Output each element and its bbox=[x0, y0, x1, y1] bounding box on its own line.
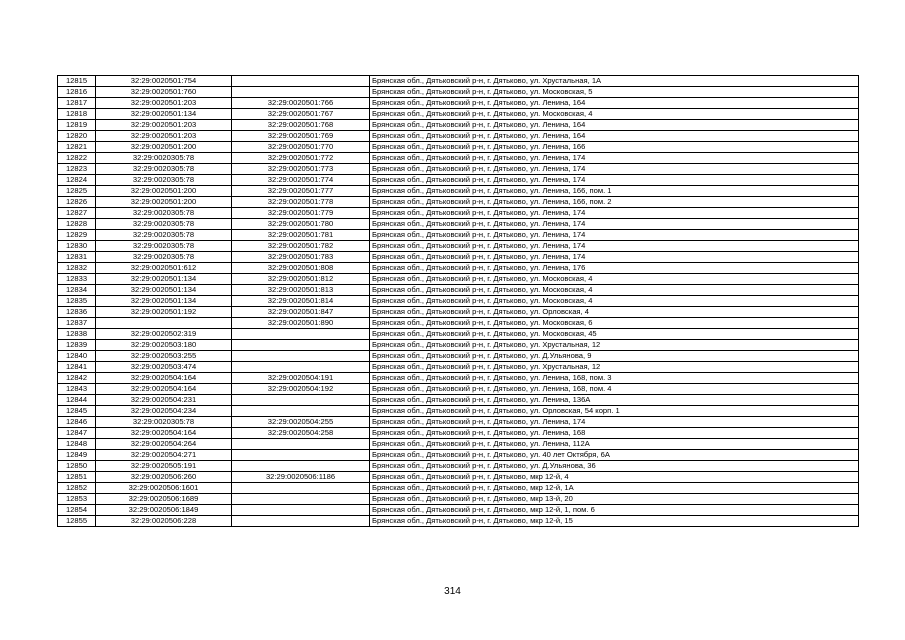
table-row bbox=[58, 131, 859, 142]
linked-cadastral-number-cell: 32:29:0020501:768 bbox=[232, 120, 370, 131]
table-row bbox=[58, 142, 859, 153]
row-number-cell: 12849 bbox=[58, 450, 96, 461]
table-row bbox=[58, 219, 859, 230]
cadastral-number-cell: 32:29:0020501:200 bbox=[96, 197, 232, 208]
row-number-cell: 12850 bbox=[58, 461, 96, 472]
address-cell: Брянская обл., Дятьковский р-н, г. Дятьково, ул. Хрустальная, 12 bbox=[370, 362, 859, 373]
linked-cadastral-number-cell: 32:29:0020501:812 bbox=[232, 274, 370, 285]
table-row bbox=[58, 450, 859, 461]
address-cell: Брянская обл., Дятьковский р-н, г. Дятьково, ул. Ленина, 174 bbox=[370, 219, 859, 230]
table-row bbox=[58, 186, 859, 197]
cadastral-number-cell: 32:29:0020305:78 bbox=[96, 153, 232, 164]
row-number-cell: 12838 bbox=[58, 329, 96, 340]
cadastral-number-cell: 32:29:0020504:264 bbox=[96, 439, 232, 450]
address-cell: Брянская обл., Дятьковский р-н, г. Дятьково, ул. 40 лет Октября, 6А bbox=[370, 450, 859, 461]
table-row bbox=[58, 505, 859, 516]
linked-cadastral-number-cell: 32:29:0020501:782 bbox=[232, 241, 370, 252]
row-number-cell: 12815 bbox=[58, 76, 96, 87]
cadastral-number-cell: 32:29:0020501:134 bbox=[96, 285, 232, 296]
row-number-cell: 12851 bbox=[58, 472, 96, 483]
table-row bbox=[58, 516, 859, 527]
cadastral-number-cell: 32:29:0020305:78 bbox=[96, 208, 232, 219]
linked-cadastral-number-cell: 32:29:0020501:774 bbox=[232, 175, 370, 186]
table-row bbox=[58, 285, 859, 296]
cadastral-number-cell: 32:29:0020305:78 bbox=[96, 164, 232, 175]
table-row bbox=[58, 494, 859, 505]
linked-cadastral-number-cell bbox=[232, 505, 370, 516]
row-number-cell: 12839 bbox=[58, 340, 96, 351]
row-number-cell: 12831 bbox=[58, 252, 96, 263]
row-number-cell: 12826 bbox=[58, 197, 96, 208]
table-row bbox=[58, 76, 859, 87]
cadastral-number-cell: 32:29:0020305:78 bbox=[96, 219, 232, 230]
row-number-cell: 12847 bbox=[58, 428, 96, 439]
row-number-cell: 12853 bbox=[58, 494, 96, 505]
address-cell: Брянская обл., Дятьковский р-н, г. Дятьково, ул. Ленина, 174 bbox=[370, 208, 859, 219]
table-row bbox=[58, 175, 859, 186]
linked-cadastral-number-cell bbox=[232, 340, 370, 351]
address-cell: Брянская обл., Дятьковский р-н, г. Дятьково, ул. Ленина, 164 bbox=[370, 131, 859, 142]
table-row bbox=[58, 428, 859, 439]
row-number-cell: 12825 bbox=[58, 186, 96, 197]
cadastral-number-cell: 32:29:0020501:200 bbox=[96, 186, 232, 197]
row-number-cell: 12846 bbox=[58, 417, 96, 428]
row-number-cell: 12833 bbox=[58, 274, 96, 285]
table-row bbox=[58, 197, 859, 208]
address-cell: Брянская обл., Дятьковский р-н, г. Дятьково, ул. Ленина, 166, пом. 1 bbox=[370, 186, 859, 197]
linked-cadastral-number-cell bbox=[232, 395, 370, 406]
address-cell: Брянская обл., Дятьковский р-н, г. Дятьково, мкр 12-й, 1, пом. 6 bbox=[370, 505, 859, 516]
table-row bbox=[58, 362, 859, 373]
table-row bbox=[58, 417, 859, 428]
cadastral-number-cell: 32:29:0020504:164 bbox=[96, 428, 232, 439]
table-row bbox=[58, 373, 859, 384]
cadastral-number-cell: 32:29:0020506:260 bbox=[96, 472, 232, 483]
cadastral-number-cell: 32:29:0020506:1849 bbox=[96, 505, 232, 516]
linked-cadastral-number-cell bbox=[232, 483, 370, 494]
address-cell: Брянская обл., Дятьковский р-н, г. Дятьково, мкр 12-й, 1А bbox=[370, 483, 859, 494]
linked-cadastral-number-cell: 32:29:0020501:890 bbox=[232, 318, 370, 329]
address-cell: Брянская обл., Дятьковский р-н, г. Дятьково, ул. Д.Ульянова, 36 bbox=[370, 461, 859, 472]
row-number-cell: 12836 bbox=[58, 307, 96, 318]
address-cell: Брянская обл., Дятьковский р-н, г. Дятьково, ул. Ленина, 174 bbox=[370, 230, 859, 241]
address-cell: Брянская обл., Дятьковский р-н, г. Дятьково, мкр 12-й, 4 bbox=[370, 472, 859, 483]
address-cell: Брянская обл., Дятьковский р-н, г. Дятьково, ул. Ленина, 164 bbox=[370, 98, 859, 109]
row-number-cell: 12843 bbox=[58, 384, 96, 395]
table-row bbox=[58, 461, 859, 472]
cadastral-number-cell: 32:29:0020505:191 bbox=[96, 461, 232, 472]
address-cell: Брянская обл., Дятьковский р-н, г. Дятьково, ул. Ленина, 112А bbox=[370, 439, 859, 450]
row-number-cell: 12817 bbox=[58, 98, 96, 109]
linked-cadastral-number-cell bbox=[232, 329, 370, 340]
row-number-cell: 12852 bbox=[58, 483, 96, 494]
table-row bbox=[58, 98, 859, 109]
address-cell: Брянская обл., Дятьковский р-н, г. Дятьково, ул. Хрустальная, 1А bbox=[370, 76, 859, 87]
address-cell: Брянская обл., Дятьковский р-н, г. Дятьково, ул. Д.Ульянова, 9 bbox=[370, 351, 859, 362]
linked-cadastral-number-cell: 32:29:0020501:847 bbox=[232, 307, 370, 318]
address-cell: Брянская обл., Дятьковский р-н, г. Дятьково, ул. Ленина, 174 bbox=[370, 175, 859, 186]
linked-cadastral-number-cell: 32:29:0020501:767 bbox=[232, 109, 370, 120]
linked-cadastral-number-cell bbox=[232, 362, 370, 373]
address-cell: Брянская обл., Дятьковский р-н, г. Дятьково, ул. Московская, 4 bbox=[370, 296, 859, 307]
cadastral-number-cell: 32:29:0020503:255 bbox=[96, 351, 232, 362]
table-row bbox=[58, 252, 859, 263]
table-row bbox=[58, 307, 859, 318]
cadastral-number-cell: 32:29:0020504:234 bbox=[96, 406, 232, 417]
linked-cadastral-number-cell: 32:29:0020501:770 bbox=[232, 142, 370, 153]
address-cell: Брянская обл., Дятьковский р-н, г. Дятьково, ул. Ленина, 176 bbox=[370, 263, 859, 274]
linked-cadastral-number-cell: 32:29:0020501:773 bbox=[232, 164, 370, 175]
table-row bbox=[58, 230, 859, 241]
linked-cadastral-number-cell: 32:29:0020504:258 bbox=[232, 428, 370, 439]
linked-cadastral-number-cell: 32:29:0020501:779 bbox=[232, 208, 370, 219]
address-cell: Брянская обл., Дятьковский р-н, г. Дятьково, ул. Ленина, 174 bbox=[370, 164, 859, 175]
linked-cadastral-number-cell: 32:29:0020501:772 bbox=[232, 153, 370, 164]
table-row bbox=[58, 406, 859, 417]
row-number-cell: 12818 bbox=[58, 109, 96, 120]
cadastral-number-cell: 32:29:0020501:754 bbox=[96, 76, 232, 87]
cadastral-number-cell: 32:29:0020501:612 bbox=[96, 263, 232, 274]
row-number-cell: 12837 bbox=[58, 318, 96, 329]
cadastral-number-cell: 32:29:0020506:228 bbox=[96, 516, 232, 527]
address-cell: Брянская обл., Дятьковский р-н, г. Дятьково, ул. Ленина, 164 bbox=[370, 120, 859, 131]
table-row bbox=[58, 296, 859, 307]
row-number-cell: 12841 bbox=[58, 362, 96, 373]
cadastral-number-cell: 32:29:0020501:192 bbox=[96, 307, 232, 318]
address-cell: Брянская обл., Дятьковский р-н, г. Дятьково, ул. Орловская, 4 bbox=[370, 307, 859, 318]
linked-cadastral-number-cell: 32:29:0020504:191 bbox=[232, 373, 370, 384]
cadastral-number-cell: 32:29:0020305:78 bbox=[96, 252, 232, 263]
row-number-cell: 12834 bbox=[58, 285, 96, 296]
cadastral-number-cell: 32:29:0020501:203 bbox=[96, 98, 232, 109]
address-cell: Брянская обл., Дятьковский р-н, г. Дятьково, ул. Ленина, 174 bbox=[370, 241, 859, 252]
linked-cadastral-number-cell bbox=[232, 516, 370, 527]
linked-cadastral-number-cell: 32:29:0020504:192 bbox=[232, 384, 370, 395]
table-row bbox=[58, 120, 859, 131]
cadastral-number-cell: 32:29:0020504:231 bbox=[96, 395, 232, 406]
address-cell: Брянская обл., Дятьковский р-н, г. Дятьково, ул. Ленина, 174 bbox=[370, 252, 859, 263]
address-cell: Брянская обл., Дятьковский р-н, г. Дятьково, ул. Ленина, 166 bbox=[370, 142, 859, 153]
cadastral-number-cell: 32:29:0020501:134 bbox=[96, 109, 232, 120]
table-row bbox=[58, 263, 859, 274]
cadastral-number-cell bbox=[96, 318, 232, 329]
address-cell: Брянская обл., Дятьковский р-н, г. Дятьково, ул. Московская, 4 bbox=[370, 285, 859, 296]
row-number-cell: 12816 bbox=[58, 87, 96, 98]
address-cell: Брянская обл., Дятьковский р-н, г. Дятьково, ул. Ленина, 174 bbox=[370, 153, 859, 164]
cadastral-number-cell: 32:29:0020501:760 bbox=[96, 87, 232, 98]
cadastral-number-cell: 32:29:0020305:78 bbox=[96, 241, 232, 252]
linked-cadastral-number-cell bbox=[232, 439, 370, 450]
row-number-cell: 12827 bbox=[58, 208, 96, 219]
table-row bbox=[58, 395, 859, 406]
linked-cadastral-number-cell bbox=[232, 406, 370, 417]
cadastral-number-cell: 32:29:0020503:180 bbox=[96, 340, 232, 351]
linked-cadastral-number-cell bbox=[232, 461, 370, 472]
cadastral-number-cell: 32:29:0020501:203 bbox=[96, 131, 232, 142]
registry-table-body bbox=[58, 76, 859, 527]
linked-cadastral-number-cell: 32:29:0020501:780 bbox=[232, 219, 370, 230]
address-cell: Брянская обл., Дятьковский р-н, г. Дятьково, ул. Московская, 4 bbox=[370, 274, 859, 285]
linked-cadastral-number-cell: 32:29:0020506:1186 bbox=[232, 472, 370, 483]
table-row bbox=[58, 329, 859, 340]
row-number-cell: 12854 bbox=[58, 505, 96, 516]
linked-cadastral-number-cell: 32:29:0020501:766 bbox=[232, 98, 370, 109]
row-number-cell: 12824 bbox=[58, 175, 96, 186]
row-number-cell: 12840 bbox=[58, 351, 96, 362]
table-row bbox=[58, 483, 859, 494]
cadastral-number-cell: 32:29:0020501:203 bbox=[96, 120, 232, 131]
table-row bbox=[58, 241, 859, 252]
linked-cadastral-number-cell: 32:29:0020501:769 bbox=[232, 131, 370, 142]
linked-cadastral-number-cell bbox=[232, 450, 370, 461]
address-cell: Брянская обл., Дятьковский р-н, г. Дятьково, ул. Ленина, 168 bbox=[370, 428, 859, 439]
linked-cadastral-number-cell bbox=[232, 87, 370, 98]
row-number-cell: 12822 bbox=[58, 153, 96, 164]
row-number-cell: 12829 bbox=[58, 230, 96, 241]
address-cell: Брянская обл., Дятьковский р-н, г. Дятьково, ул. Московская, 4 bbox=[370, 109, 859, 120]
address-cell: Брянская обл., Дятьковский р-н, г. Дятьково, ул. Ленина, 168, пом. 3 bbox=[370, 373, 859, 384]
cadastral-number-cell: 32:29:0020305:78 bbox=[96, 417, 232, 428]
address-cell: Брянская обл., Дятьковский р-н, г. Дятьково, ул. Орловская, 54 корп. 1 bbox=[370, 406, 859, 417]
linked-cadastral-number-cell bbox=[232, 494, 370, 505]
linked-cadastral-number-cell: 32:29:0020501:781 bbox=[232, 230, 370, 241]
table-row bbox=[58, 351, 859, 362]
row-number-cell: 12823 bbox=[58, 164, 96, 175]
row-number-cell: 12819 bbox=[58, 120, 96, 131]
table-row bbox=[58, 384, 859, 395]
address-cell: Брянская обл., Дятьковский р-н, г. Дятьково, ул. Хрустальная, 12 bbox=[370, 340, 859, 351]
linked-cadastral-number-cell bbox=[232, 351, 370, 362]
row-number-cell: 12832 bbox=[58, 263, 96, 274]
linked-cadastral-number-cell: 32:29:0020501:813 bbox=[232, 285, 370, 296]
table-row bbox=[58, 439, 859, 450]
linked-cadastral-number-cell: 32:29:0020501:814 bbox=[232, 296, 370, 307]
table-row bbox=[58, 109, 859, 120]
table-row bbox=[58, 318, 859, 329]
linked-cadastral-number-cell bbox=[232, 76, 370, 87]
cadastral-number-cell: 32:29:0020501:134 bbox=[96, 296, 232, 307]
row-number-cell: 12842 bbox=[58, 373, 96, 384]
cadastral-number-cell: 32:29:0020504:164 bbox=[96, 373, 232, 384]
cadastral-number-cell: 32:29:0020501:200 bbox=[96, 142, 232, 153]
table-row bbox=[58, 274, 859, 285]
table-row bbox=[58, 340, 859, 351]
cadastral-number-cell: 32:29:0020305:78 bbox=[96, 230, 232, 241]
cadastral-number-cell: 32:29:0020503:474 bbox=[96, 362, 232, 373]
linked-cadastral-number-cell: 32:29:0020501:783 bbox=[232, 252, 370, 263]
address-cell: Брянская обл., Дятьковский р-н, г. Дятьково, мкр 13-й, 20 bbox=[370, 494, 859, 505]
cadastral-number-cell: 32:29:0020506:1689 bbox=[96, 494, 232, 505]
linked-cadastral-number-cell: 32:29:0020501:808 bbox=[232, 263, 370, 274]
row-number-cell: 12828 bbox=[58, 219, 96, 230]
address-cell: Брянская обл., Дятьковский р-н, г. Дятьково, ул. Ленина, 166, пом. 2 bbox=[370, 197, 859, 208]
address-cell: Брянская обл., Дятьковский р-н, г. Дятьково, ул. Московская, 5 bbox=[370, 87, 859, 98]
row-number-cell: 12844 bbox=[58, 395, 96, 406]
cadastral-number-cell: 32:29:0020305:78 bbox=[96, 175, 232, 186]
linked-cadastral-number-cell: 32:29:0020501:778 bbox=[232, 197, 370, 208]
table-row bbox=[58, 153, 859, 164]
row-number-cell: 12848 bbox=[58, 439, 96, 450]
page-number: 314 bbox=[444, 586, 461, 597]
linked-cadastral-number-cell: 32:29:0020504:255 bbox=[232, 417, 370, 428]
table-row bbox=[58, 208, 859, 219]
row-number-cell: 12821 bbox=[58, 142, 96, 153]
row-number-cell: 12855 bbox=[58, 516, 96, 527]
linked-cadastral-number-cell: 32:29:0020501:777 bbox=[232, 186, 370, 197]
cadastral-number-cell: 32:29:0020502:319 bbox=[96, 329, 232, 340]
address-cell: Брянская обл., Дятьковский р-н, г. Дятьково, ул. Московская, 45 bbox=[370, 329, 859, 340]
table-row bbox=[58, 164, 859, 175]
registry-table bbox=[57, 75, 859, 527]
address-cell: Брянская обл., Дятьковский р-н, г. Дятьково, ул. Московская, 6 bbox=[370, 318, 859, 329]
address-cell: Брянская обл., Дятьковский р-н, г. Дятьково, ул. Ленина, 136А bbox=[370, 395, 859, 406]
row-number-cell: 12820 bbox=[58, 131, 96, 142]
address-cell: Брянская обл., Дятьковский р-н, г. Дятьково, ул. Ленина, 174 bbox=[370, 417, 859, 428]
row-number-cell: 12835 bbox=[58, 296, 96, 307]
table-row bbox=[58, 472, 859, 483]
address-cell: Брянская обл., Дятьковский р-н, г. Дятьково, мкр 12-й, 15 bbox=[370, 516, 859, 527]
cadastral-number-cell: 32:29:0020506:1601 bbox=[96, 483, 232, 494]
cadastral-number-cell: 32:29:0020504:164 bbox=[96, 384, 232, 395]
row-number-cell: 12845 bbox=[58, 406, 96, 417]
cadastral-number-cell: 32:29:0020504:271 bbox=[96, 450, 232, 461]
cadastral-number-cell: 32:29:0020501:134 bbox=[96, 274, 232, 285]
table-row bbox=[58, 87, 859, 98]
row-number-cell: 12830 bbox=[58, 241, 96, 252]
address-cell: Брянская обл., Дятьковский р-н, г. Дятьково, ул. Ленина, 168, пом. 4 bbox=[370, 384, 859, 395]
